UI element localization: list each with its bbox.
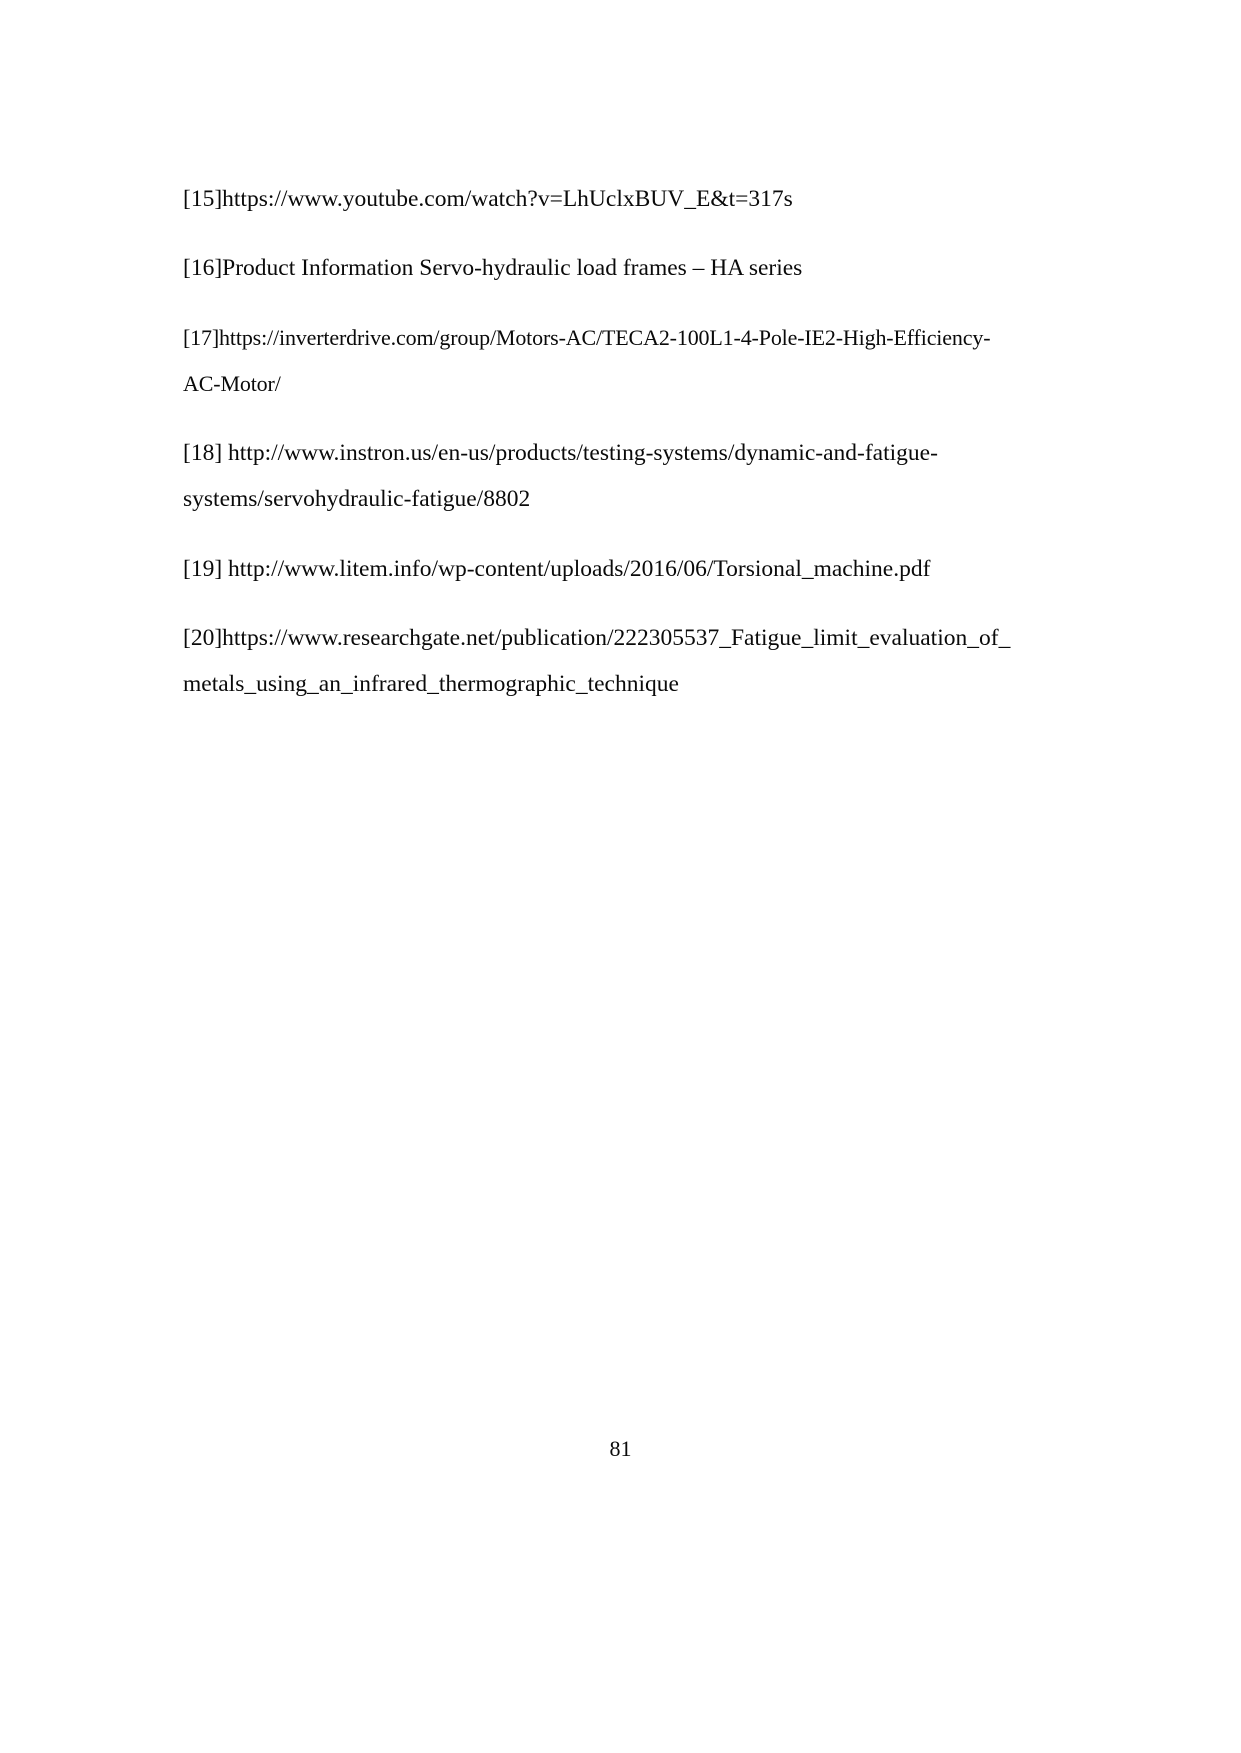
reference-list [183,152,1013,731]
list-item: [19] http://www.litem.info/wp-content/uploads/2016/06/Torsional_machine.pdf [183,555,931,582]
page-number: 81 [609,1436,632,1461]
list-item: [18] http://www.instron.us/en-us/products/testing-systems/dynamic-and-fatigue-systems/servohydraulic-fatigue/8802 [183,440,938,512]
list-item: [16]Product Information Servo-hydraulic load frames – HA series [183,255,803,281]
list-item: [15]https://www.youtube.com/watch?v=LhUclxBUV_E&t=317s [183,185,793,212]
list-item: [17]https://inverterdrive.com/group/Motors-AC/TECA2-100L1-4-Pole-IE2-High-Efficiency-AC-Motor/ [183,324,991,396]
list-item: [20]https://www.researchgate.net/publication/222305537_Fatigue_limit_evaluation_of_metals_using_an_infrared_thermographic_technique [183,625,1011,697]
